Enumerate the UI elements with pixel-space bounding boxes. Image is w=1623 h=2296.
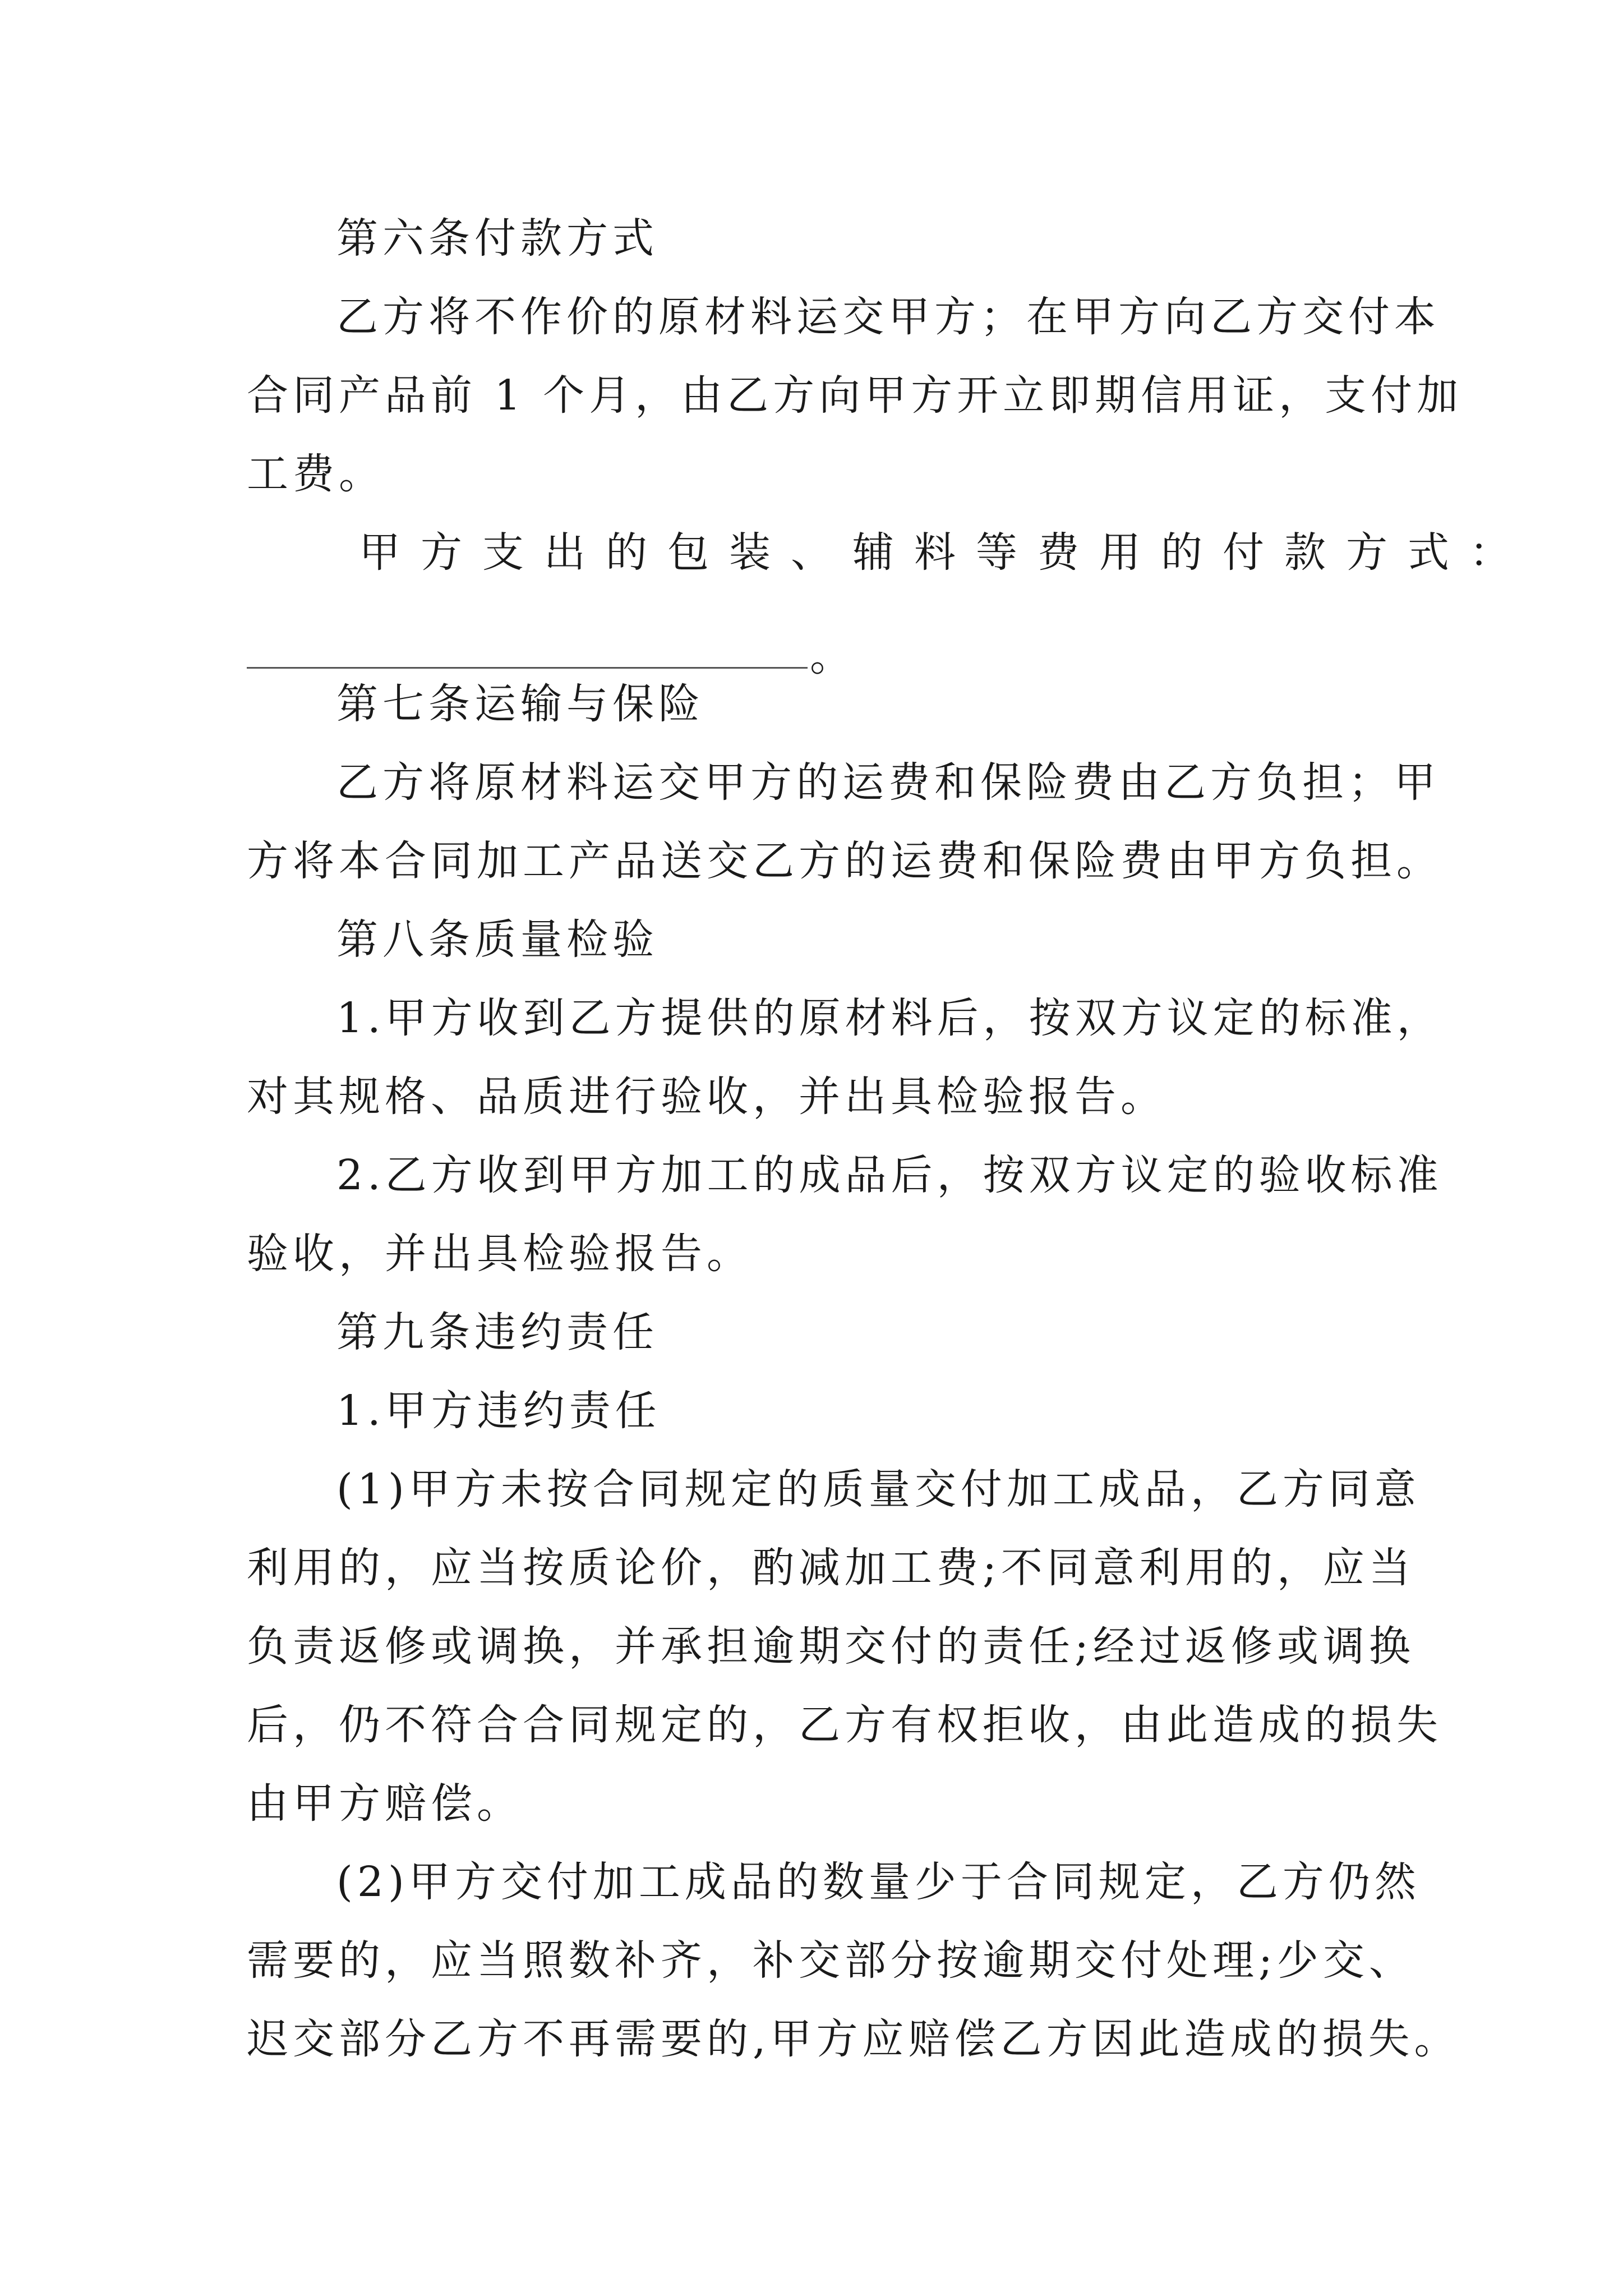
paragraph-line: 验收，并出具检验报告。 <box>247 1230 753 1278</box>
paragraph-line: 合同产品前 1 个月，由乙方向甲方开立即期信用证，支付加 <box>247 371 1463 420</box>
paragraph-line: (2)甲方交付加工成品的数量少于合同规定，乙方仍然 <box>336 1858 1421 1906</box>
sub-heading: 1.甲方违约责任 <box>336 1387 661 1435</box>
article-7-heading: 第七条运输与保险 <box>336 680 704 728</box>
paragraph-line: 迟交部分乙方不再需要的,甲方应赔偿乙方因此造成的损失。 <box>247 2015 1460 2063</box>
blank-underline <box>247 667 808 669</box>
paragraph-line: 1.甲方收到乙方提供的原材料后，按双方议定的标准， <box>336 994 1443 1042</box>
article-6-heading: 第六条付款方式 <box>336 214 658 263</box>
paragraph-line: 乙方将原材料运交甲方的运费和保险费由乙方负担；甲 <box>336 758 1440 807</box>
article-8-heading: 第八条质量检验 <box>336 915 658 964</box>
paragraph-line: 负责返修或调换，并承担逾期交付的责任;经过返修或调换 <box>247 1622 1415 1671</box>
paragraph-line: 工费。 <box>247 450 385 498</box>
blank-suffix: 。 <box>810 632 851 680</box>
article-9-heading: 第九条违约责任 <box>336 1308 658 1356</box>
paragraph-line: (1)甲方未按合同规定的质量交付加工成品，乙方同意 <box>336 1465 1421 1513</box>
paragraph-line: 对其规格、品质进行验收，并出具检验报告。 <box>247 1073 1166 1121</box>
paragraph-line: 2.乙方收到甲方加工的成品后，按双方议定的验收标准 <box>336 1151 1443 1199</box>
paragraph-line: 甲方支出的包装、辅料等费用的付款方式： <box>359 528 1531 577</box>
paragraph-line: 由甲方赔偿。 <box>247 1779 523 1828</box>
paragraph-line: 需要的，应当照数补齐，补交部分按逾期交付处理;少交、 <box>247 1936 1415 1985</box>
paragraph-line: 方将本合同加工产品送交乙方的运费和保险费由甲方负担。 <box>247 837 1442 885</box>
paragraph-line: 后，仍不符合合同规定的，乙方有权拒收，由此造成的损失 <box>247 1701 1442 1749</box>
paragraph-line: 利用的，应当按质论价，酌减加工费;不同意利用的，应当 <box>247 1544 1415 1592</box>
paragraph-line: 乙方将不作价的原材料运交甲方；在甲方向乙方交付本 <box>336 293 1440 341</box>
